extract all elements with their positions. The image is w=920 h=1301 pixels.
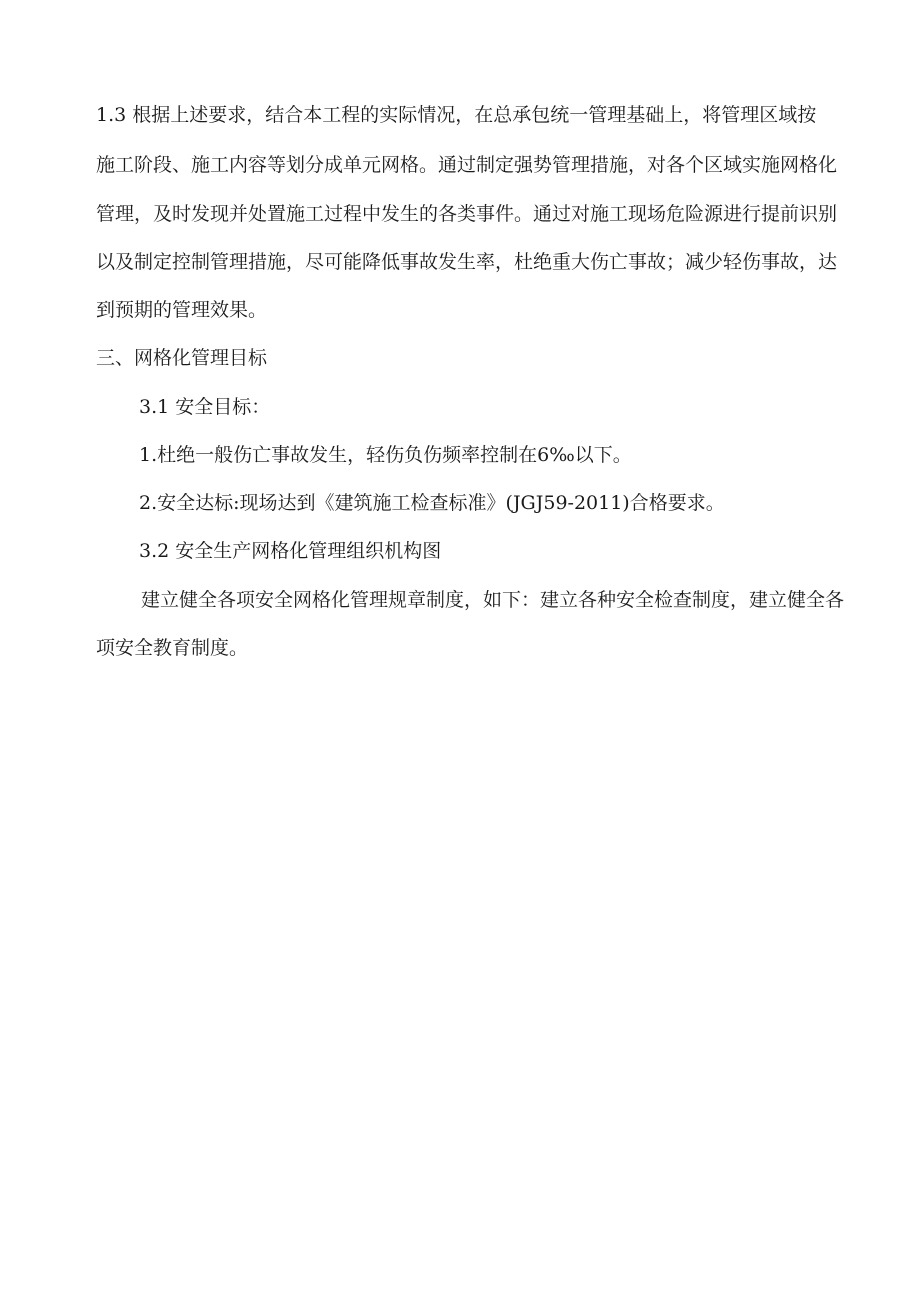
subsection-heading-3-2: 3.2 安全生产网格化管理组织机构图 xyxy=(139,540,442,562)
paragraph-1-3-line-3: 管理，及时发现并处置施工过程中发生的各类事件。通过对施工现场危险源进行提前识别 xyxy=(96,203,838,225)
closing-paragraph-line-2: 项安全教育制度。 xyxy=(96,637,249,659)
closing-paragraph-line-1: 建立健全各项安全网格化管理规章制度，如下：建立各种安全检查制度，建立健全各 xyxy=(141,589,845,611)
paragraph-1-3-line-4: 以及制定控制管理措施，尽可能降低事故发生率，杜绝重大伤亡事故；减少轻伤事故，达 xyxy=(96,251,838,273)
paragraph-1-3-line-2: 施工阶段、施工内容等划分成单元网格。通过制定强势管理措施，对各个区域实施网格化 xyxy=(96,154,838,176)
paragraph-1-3-line-1: 1.3 根据上述要求，结合本工程的实际情况，在总承包统一管理基础上，将管理区域按 xyxy=(96,104,817,126)
paragraph-1-3-line-5: 到预期的管理效果。 xyxy=(96,299,268,321)
subsection-heading-3-1: 3.1 安全目标： xyxy=(139,396,271,418)
section-heading-3: 三、网格化管理目标 xyxy=(96,347,268,369)
list-item-1: 1.杜绝一般伤亡事故发生，轻伤负伤频率控制在6‰以下。 xyxy=(139,444,632,466)
list-item-2: 2.安全达标:现场达到《建筑施工检查标准》(JGJ59-2011)合格要求。 xyxy=(139,492,725,514)
